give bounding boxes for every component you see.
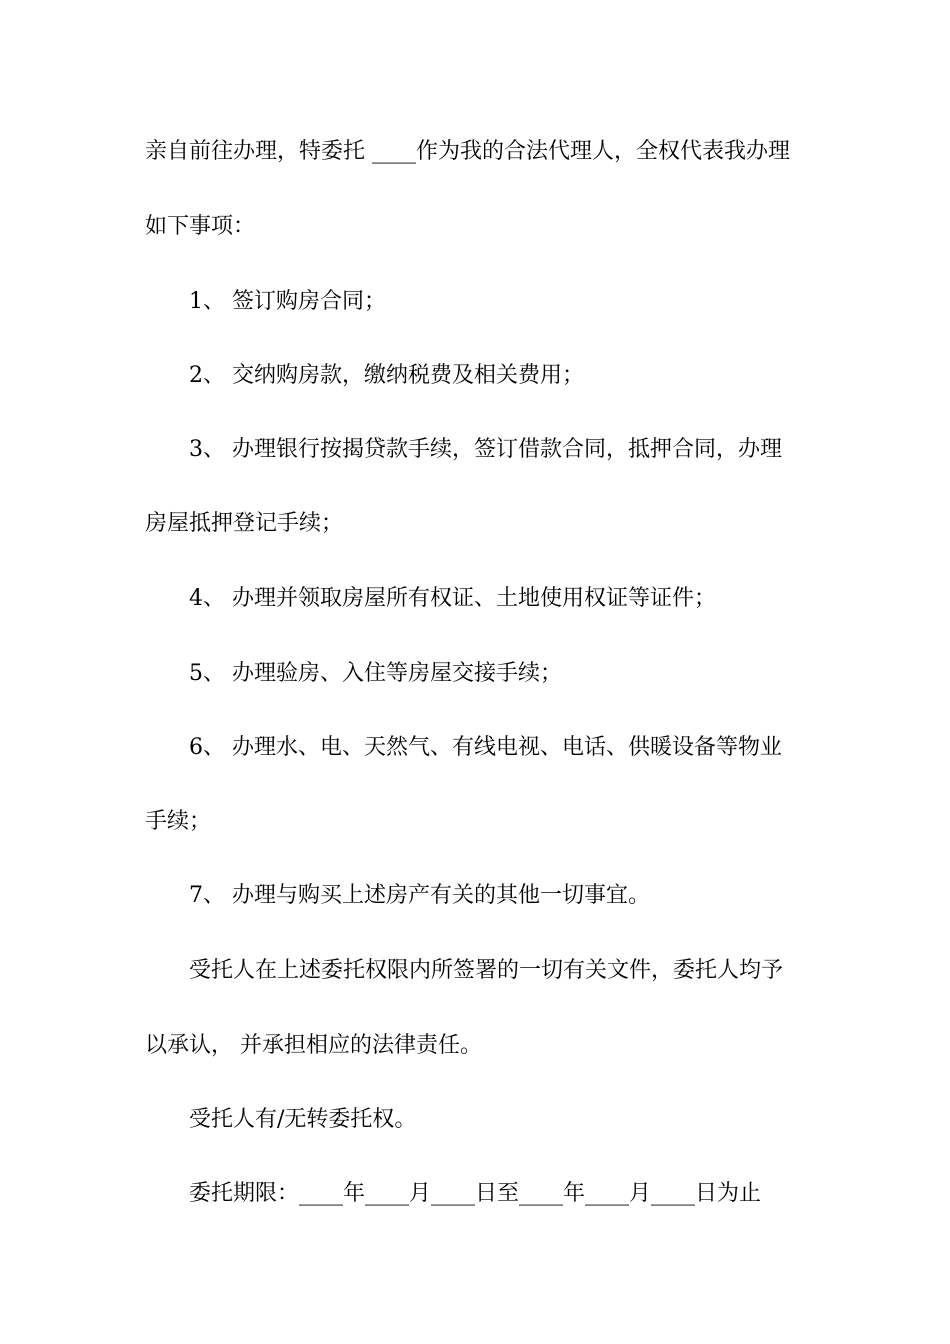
list-item-3-continuation: 房屋抵押登记手续； [145, 511, 344, 536]
term-period-line: 委托期限：____年____月____日至____年____月____日为止 [189, 1181, 762, 1206]
list-item-5: 5、 办理验房、入住等房屋交接手续； [189, 661, 562, 686]
acknowledgement-line-1: 受托人在上述委托权限内所签署的一切有关文件，委托人均予 [189, 958, 784, 983]
list-item-1: 1、 签订购房合同； [189, 289, 386, 314]
paragraph-line-2: 如下事项： [145, 214, 256, 239]
list-item-6: 6、 办理水、电、天然气、有线电视、电话、供暖设备等物业 [189, 735, 782, 760]
list-item-7: 7、 办理与购买上述房产有关的其他一切事宜。 [189, 883, 650, 908]
acknowledgement-line-2: 以承认， 并承担相应的法律责任。 [145, 1033, 482, 1058]
delegation-right-line: 受托人有/无转委托权。 [189, 1107, 417, 1132]
list-item-3: 3、 办理银行按揭贷款手续，签订借款合同，抵押合同，办理 [189, 437, 782, 462]
list-item-4: 4、 办理并领取房屋所有权证、土地使用权证等证件； [189, 586, 716, 611]
list-item-6-continuation: 手续； [145, 809, 212, 834]
paragraph-line-1: 亲自前往办理，特委托 ____作为我的合法代理人，全权代表我办理 [145, 139, 790, 164]
list-item-2: 2、 交纳购房款，缴纳税费及相关费用； [189, 363, 584, 388]
